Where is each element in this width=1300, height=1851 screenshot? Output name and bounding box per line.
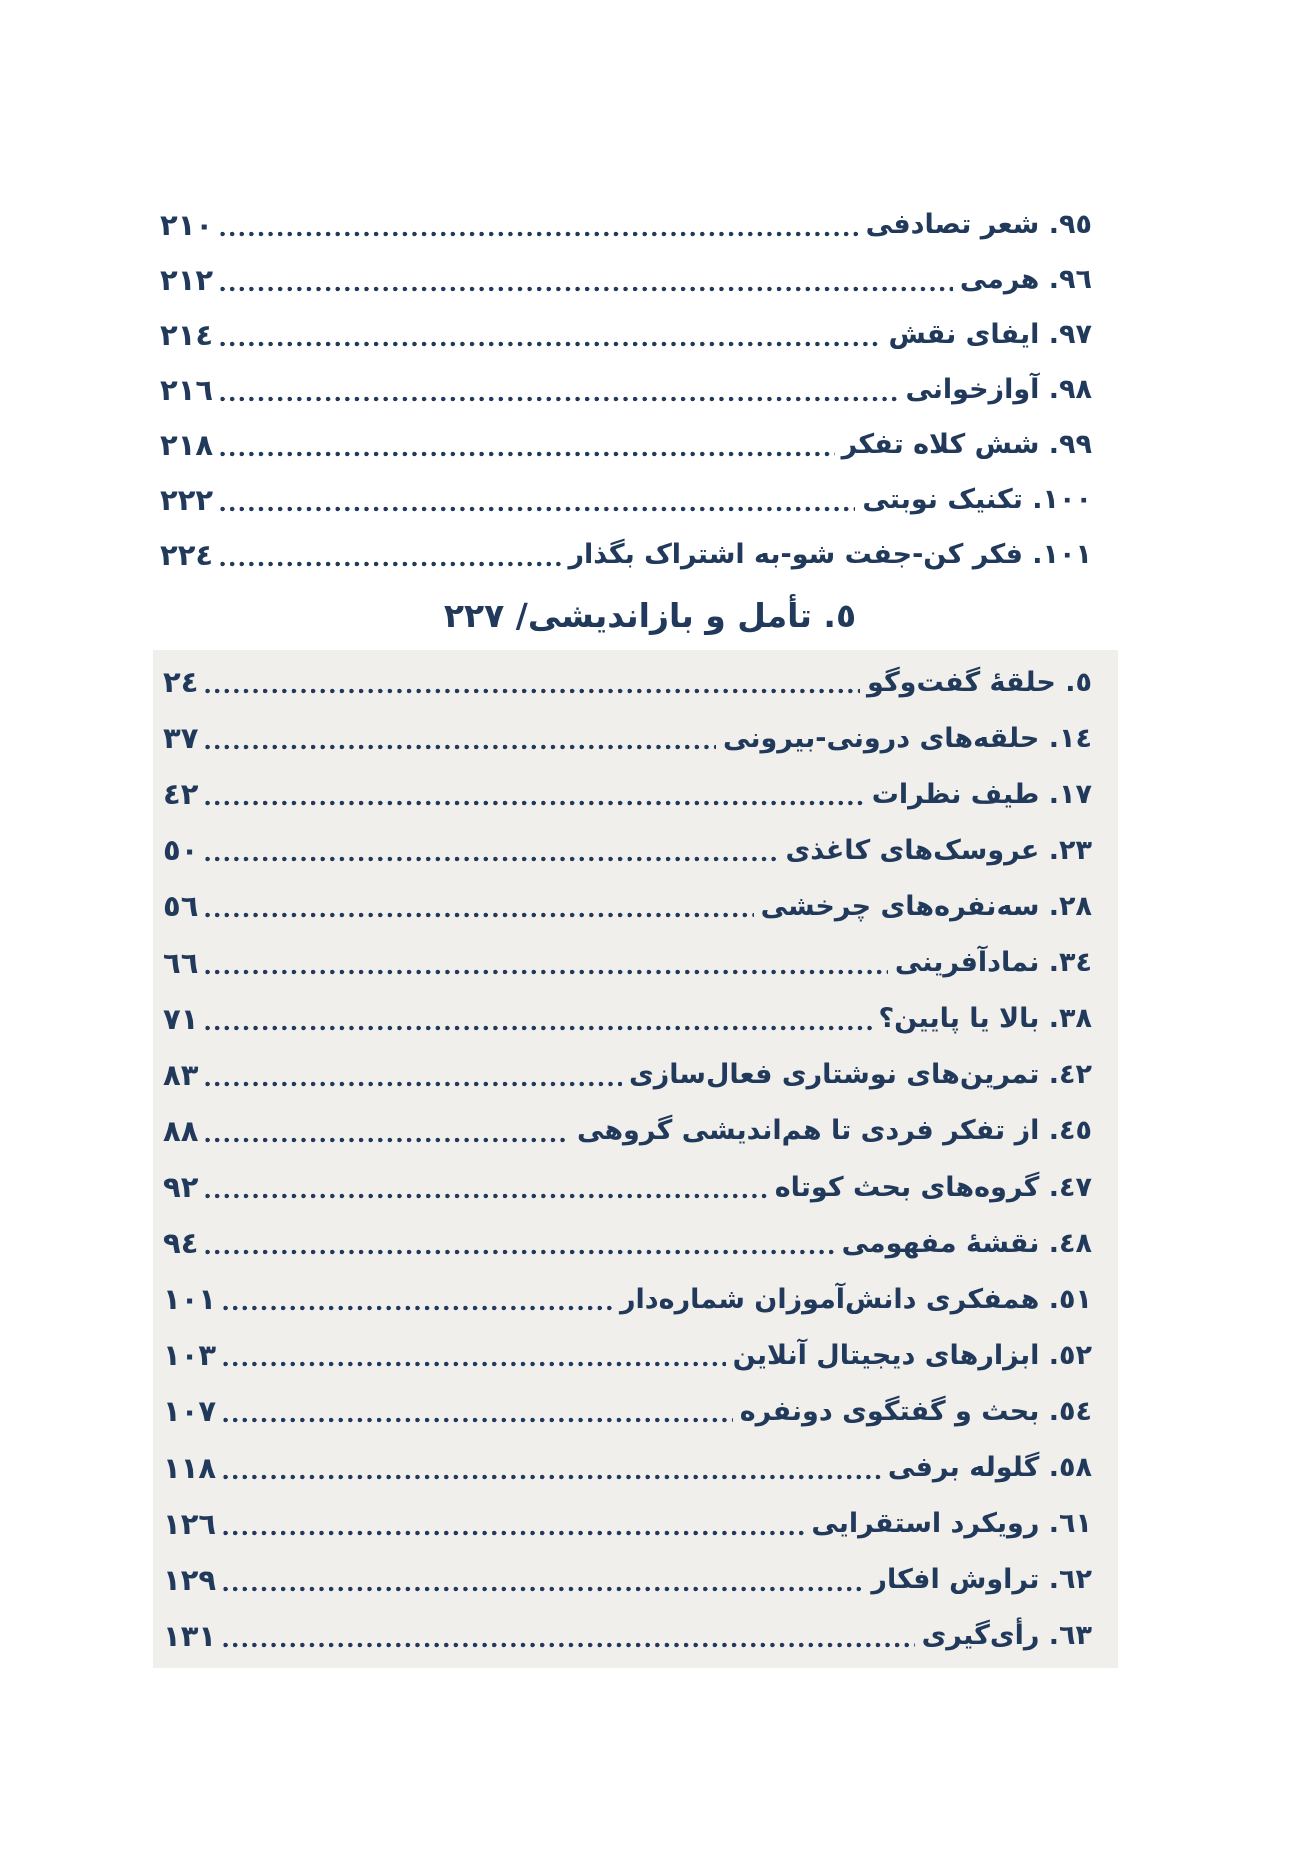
dotted-leader (205, 969, 888, 975)
dotted-leader (223, 1305, 613, 1311)
toc-entry (160, 307, 1092, 362)
toc-entry-title: ٣٤. نمادآفرینی (894, 947, 1092, 979)
toc-entry-page-number: ٢١٤ (160, 317, 214, 352)
toc-entry-page-number: ٢٢٢ (160, 482, 214, 517)
toc-entry (163, 991, 1092, 1047)
toc-entry (163, 1103, 1092, 1159)
dotted-leader (220, 396, 898, 402)
toc-entry-page-number: ٩٢ (163, 1170, 199, 1205)
dotted-leader (205, 744, 716, 750)
section-heading: ٥. تأمل و بازاندیشی/ ٢٢٧ (443, 596, 857, 635)
toc-entry (163, 1327, 1092, 1383)
toc-entry (160, 362, 1092, 417)
dotted-leader (223, 1474, 881, 1480)
toc-entry (163, 878, 1092, 934)
toc-entry-page-number: ٦٦ (163, 945, 199, 980)
toc-entry-title: ٢٣. عروسک‌های کاغذی (785, 834, 1092, 866)
toc-entry-title: ٤٢. تمرین‌های نوشتاری فعال‌سازی (628, 1059, 1092, 1091)
toc-entry-page-number: ٢٢٤ (160, 537, 214, 572)
dotted-leader (205, 1025, 871, 1031)
toc-entry (163, 654, 1092, 710)
dotted-leader (223, 1417, 733, 1423)
toc-entry-page-number: ٥٦ (163, 889, 199, 924)
toc-entry-title: ٩٧. ایفای نقش (888, 319, 1092, 350)
toc-entry-title: ١٠١. فکر کن-جفت شو-به اشتراک بگذار (568, 539, 1092, 570)
toc-entry (163, 1440, 1092, 1496)
toc-entry (163, 1215, 1092, 1271)
dotted-leader (205, 1249, 834, 1255)
toc-entry-title: ٥١. همفکری دانش‌آموزان شماره‌دار (619, 1283, 1092, 1315)
toc-entry-page-number: ٢٤ (163, 665, 199, 700)
toc-entry-title: ٦٣. رأی‌گیری (921, 1620, 1092, 1652)
toc-entry-title: ٩٦. هرمی (959, 264, 1092, 295)
toc-entry-title: ٤٨. نقشهٔ مفهومی (841, 1227, 1092, 1259)
dotted-leader (223, 1530, 804, 1536)
toc-entry (163, 1383, 1092, 1439)
dotted-leader (205, 688, 860, 694)
toc-entry (163, 822, 1092, 878)
toc-entry-page-number: ٢١٦ (160, 372, 214, 407)
dotted-leader (205, 800, 864, 806)
dotted-leader (220, 506, 855, 512)
toc-entry-page-number: ٢١٨ (160, 427, 214, 462)
dotted-leader (220, 451, 835, 457)
toc-entry-title: ٩٩. شش کلاه تفکر (841, 429, 1092, 460)
toc-entry (163, 1552, 1092, 1608)
toc-entry-page-number: ١٢٦ (163, 1506, 217, 1541)
toc-entry (160, 417, 1092, 472)
toc-boxed-list (153, 650, 1118, 1668)
toc-entry-page-number: ١١٨ (163, 1450, 217, 1485)
toc-entry-page-number: ٩٤ (163, 1226, 199, 1261)
dotted-leader (223, 1642, 914, 1648)
dotted-leader (205, 1137, 570, 1143)
toc-entry-title: ١٤. حلقه‌های درونی-بیرونی (723, 722, 1092, 754)
toc-entry-title: ٤٥. از تفکر فردی تا هم‌اندیشی گروهی (577, 1115, 1092, 1147)
toc-entry-title: ١٧. طیف نظرات (871, 778, 1092, 810)
toc-entry (163, 1496, 1092, 1552)
toc-entry-title: ٥. حلقهٔ گفت‌وگو (867, 666, 1092, 698)
toc-entry-page-number: ٣٧ (163, 721, 199, 756)
toc-entry-title: ٥٨. گلوله برفی (887, 1452, 1092, 1484)
toc-entry-title: ٥٤. بحث و گفتگوی دونفره (739, 1395, 1092, 1427)
toc-entry-title: ١٠٠. تکنیک نوبتی (862, 484, 1092, 515)
toc-entry-page-number: ٨٣ (163, 1057, 199, 1092)
toc-entry-page-number: ٨٨ (163, 1113, 199, 1148)
toc-entry-page-number: ١٣١ (163, 1618, 217, 1653)
toc-top-list (160, 197, 1092, 582)
toc-entry (160, 472, 1092, 527)
toc-entry-title: ٦١. رویکرد استقرایی (811, 1508, 1092, 1540)
toc-entry (160, 197, 1092, 252)
toc-entry-page-number: ٧١ (163, 1001, 199, 1036)
toc-entry (163, 1047, 1092, 1103)
dotted-leader (220, 341, 881, 347)
dotted-leader (223, 1586, 864, 1592)
dotted-leader (220, 286, 953, 292)
toc-entry-page-number: ٤٢ (163, 777, 199, 812)
toc-entry-title: ٢٨. سه‌نفره‌های چرخشی (760, 890, 1092, 922)
toc-entry (160, 252, 1092, 307)
toc-entry-title: ٦٢. تراوش افکار (871, 1564, 1092, 1596)
toc-entry (163, 1271, 1092, 1327)
toc-entry-title: ٩٨. آوازخوانی (905, 374, 1092, 405)
toc-entry (160, 527, 1092, 582)
toc-entry-page-number: ١٠٧ (163, 1394, 217, 1429)
toc-entry (163, 1159, 1092, 1215)
dotted-leader (205, 912, 753, 918)
toc-entry (163, 935, 1092, 991)
toc-entry (163, 766, 1092, 822)
toc-entry (163, 1608, 1092, 1664)
toc-entry-page-number: ١٢٩ (163, 1562, 217, 1597)
toc-entry-page-number: ٢١٢ (160, 262, 214, 297)
toc-entry (163, 710, 1092, 766)
dotted-leader (205, 1193, 767, 1199)
dotted-leader (220, 561, 561, 567)
dotted-leader (205, 856, 778, 862)
toc-entry-page-number: ١٠١ (163, 1282, 217, 1317)
toc-entry-page-number: ٥٠ (163, 833, 199, 868)
dotted-leader (205, 1081, 622, 1087)
toc-entry-page-number: ٢١٠ (160, 207, 214, 242)
toc-entry-title: ٣٨. بالا یا پایین؟ (878, 1003, 1092, 1035)
dotted-leader (223, 1361, 725, 1367)
toc-entry-title: ٩٥. شعر تصادفی (865, 209, 1092, 240)
toc-entry-page-number: ١٠٣ (163, 1338, 217, 1373)
toc-entry-title: ٥٢. ابزارهای دیجیتال آنلاین (732, 1339, 1092, 1371)
dotted-leader (220, 231, 859, 237)
toc-entry-title: ٤٧. گروه‌های بحث کوتاه (774, 1171, 1092, 1203)
